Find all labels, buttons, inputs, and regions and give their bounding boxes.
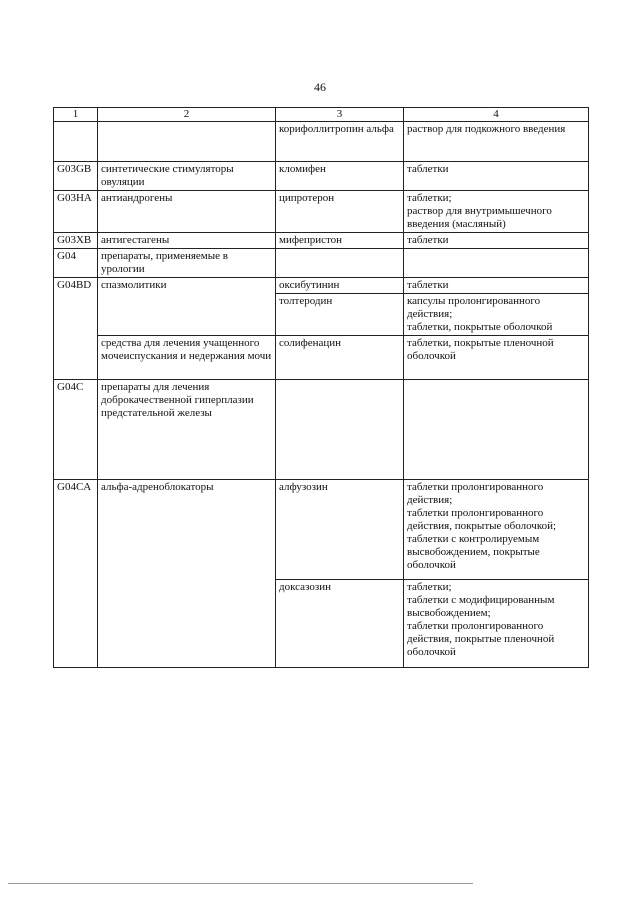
form-line: таблетки пролонгированного действия, покрытые оболочкой;	[407, 507, 557, 532]
drug-cell	[276, 249, 404, 278]
form-line: таблетки пролонгированного действия, покрытые пленочной оболочкой	[407, 620, 555, 658]
page-number: 46	[314, 80, 326, 94]
form-line: раствор для внутримышечного введения (масляный)	[407, 205, 552, 230]
form-line: таблетки, покрытые оболочкой	[407, 321, 553, 333]
drug-cell: доксазозин	[276, 580, 404, 668]
group-cell: антигестагены	[98, 233, 276, 249]
form-line: таблетки;	[407, 581, 452, 593]
form-cell	[404, 480, 589, 580]
drug-cell: кломифен	[276, 162, 404, 191]
drug-cell: оксибутинин	[276, 278, 404, 294]
code-cell: G03GB	[54, 162, 98, 191]
drug-cell: алфузозин	[276, 480, 404, 580]
drug-cell: солифенацин	[276, 336, 404, 380]
form-cell	[404, 249, 589, 278]
group-cell: синтетические стимуляторы овуляции	[98, 162, 276, 191]
form-line: таблетки;	[407, 192, 452, 204]
drug-cell: корифоллитропин альфа	[276, 122, 404, 162]
group-cell: альфа-адреноблокаторы	[98, 480, 276, 668]
form-cell	[404, 191, 589, 233]
table-header-row	[54, 108, 589, 122]
form-cell	[404, 294, 589, 336]
drug-cell	[276, 380, 404, 480]
header-col-4: 4	[404, 108, 589, 122]
table-row	[54, 162, 589, 191]
code-cell: G03HA	[54, 191, 98, 233]
form-cell	[404, 580, 589, 668]
form-cell: таблетки	[404, 162, 589, 191]
code-cell: G04C	[54, 380, 98, 480]
drug-cell: мифепристон	[276, 233, 404, 249]
table-row	[54, 380, 589, 480]
form-cell: таблетки	[404, 233, 589, 249]
table-row	[54, 122, 589, 162]
group-cell: спазмолитики	[98, 278, 276, 336]
drug-cell: ципротерон	[276, 191, 404, 233]
form-cell: таблетки, покрытые пленочной оболочкой	[404, 336, 589, 380]
form-line: капсулы пролонгированного действия;	[407, 295, 541, 320]
header-col-2: 2	[98, 108, 276, 122]
header-col-1: 1	[54, 108, 98, 122]
table-row	[54, 278, 589, 294]
table-row	[54, 191, 589, 233]
group-cell: препараты, применяемые в урологии	[98, 249, 276, 278]
table-row	[54, 233, 589, 249]
table-row	[54, 480, 589, 580]
page-bottom-rule	[8, 883, 473, 884]
form-cell: таблетки	[404, 278, 589, 294]
code-cell	[54, 122, 98, 162]
form-cell: раствор для подкожного введения	[404, 122, 589, 162]
code-cell: G04CA	[54, 480, 98, 668]
table-row	[54, 336, 589, 380]
form-line: таблетки с контролируемым высвобождением, покрытые оболочкой	[407, 533, 540, 571]
code-cell: G04BD	[54, 278, 98, 380]
table-row	[54, 249, 589, 278]
form-line: таблетки пролонгированного действия;	[407, 481, 544, 506]
form-line: таблетки с модифицированным высвобождением;	[407, 594, 555, 619]
drug-table	[53, 107, 589, 668]
drug-cell: толтеродин	[276, 294, 404, 336]
group-cell: антиандрогены	[98, 191, 276, 233]
group-cell: средства для лечения учащенного мочеиспускания и недержания мочи	[98, 336, 276, 380]
code-cell: G04	[54, 249, 98, 278]
form-cell	[404, 380, 589, 480]
header-col-3: 3	[276, 108, 404, 122]
group-cell: препараты для лечения доброкачественной гиперплазии предстательной железы	[98, 380, 276, 480]
code-cell: G03XB	[54, 233, 98, 249]
group-cell	[98, 122, 276, 162]
